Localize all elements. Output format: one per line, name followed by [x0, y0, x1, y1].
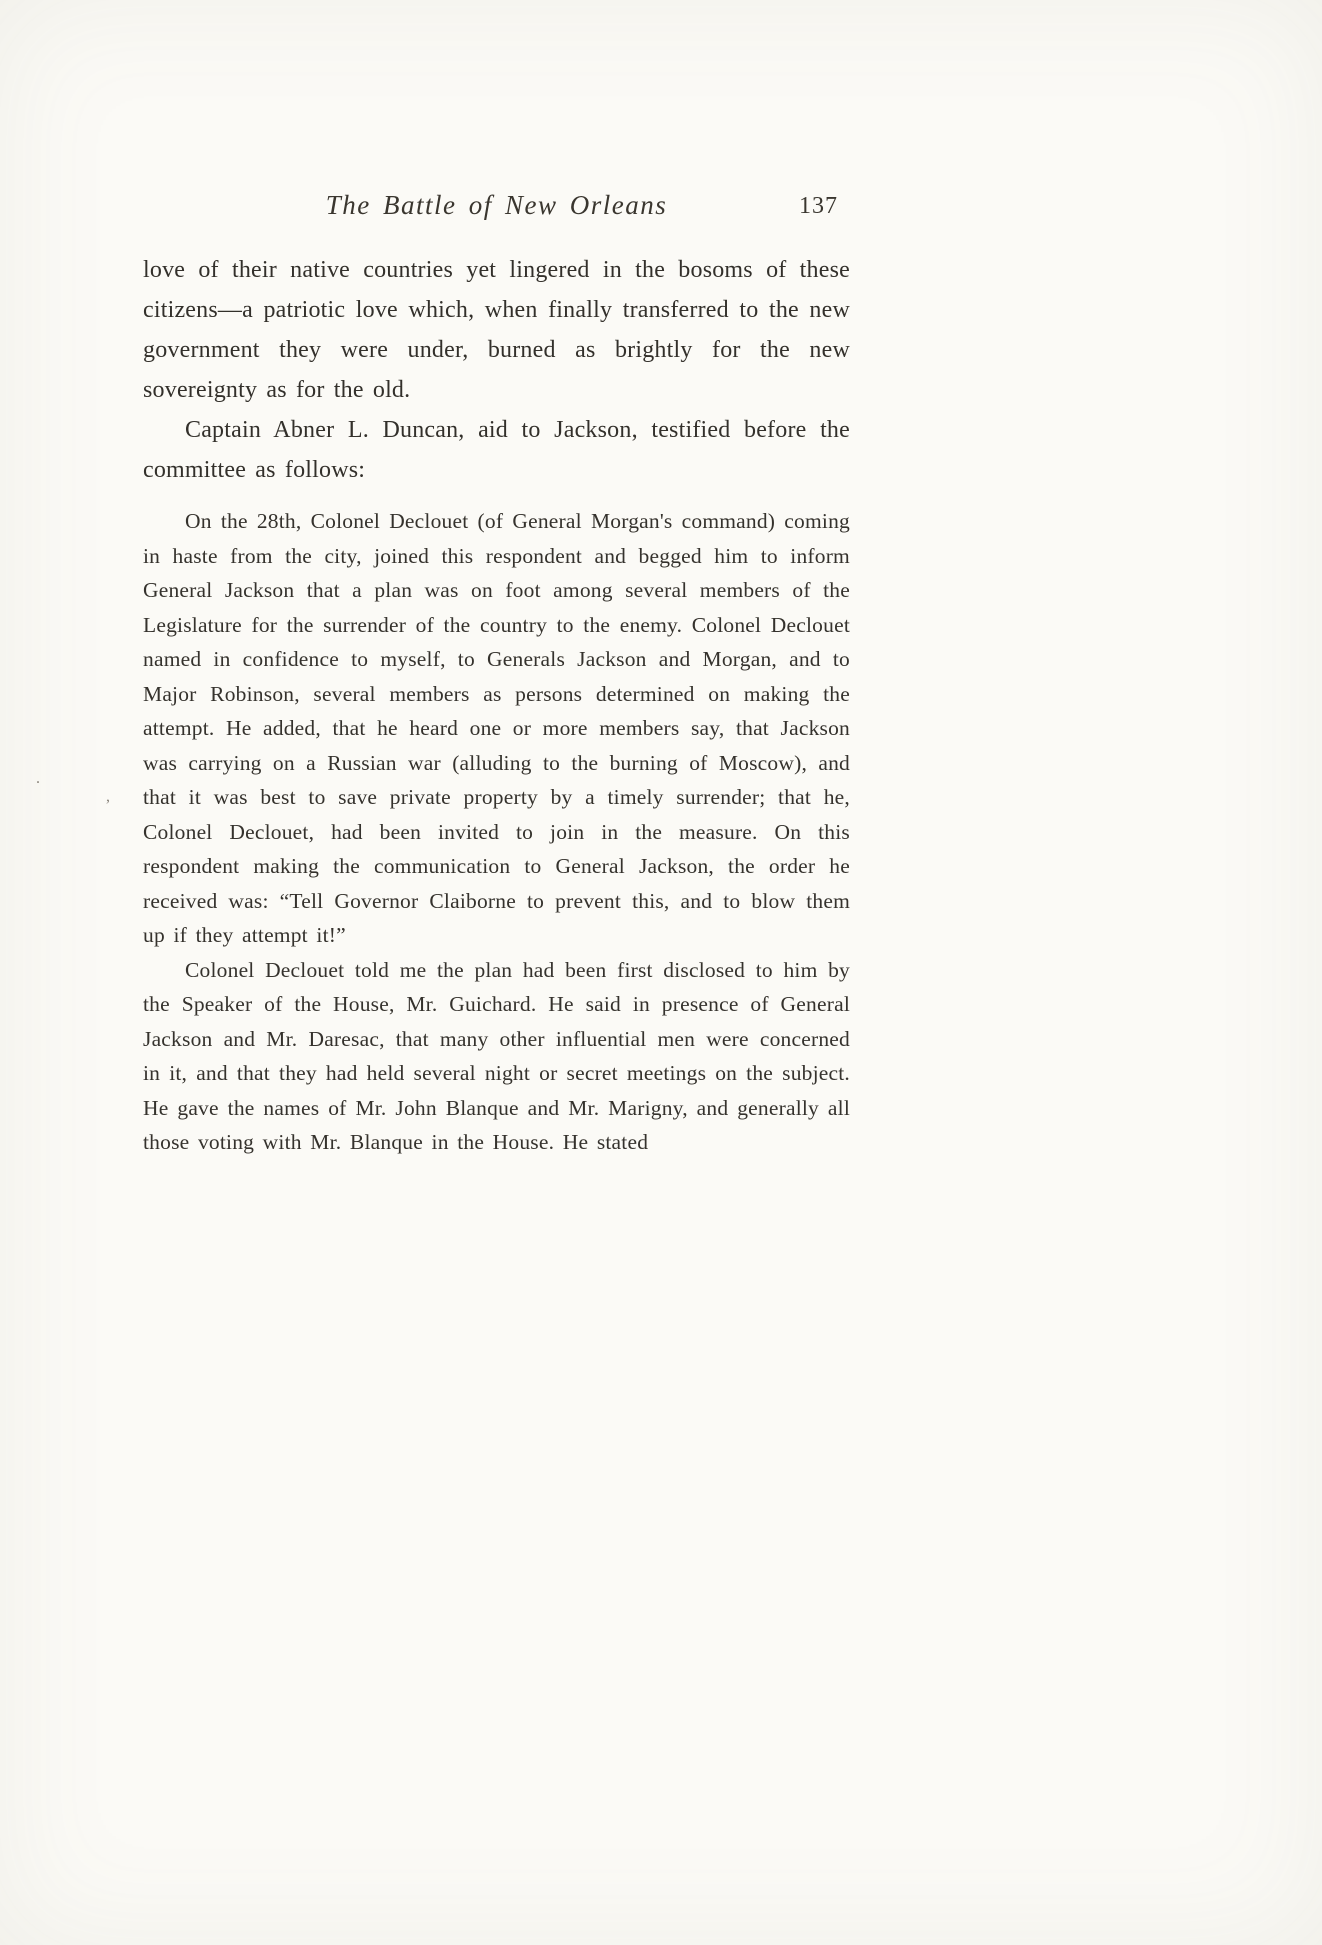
- running-title: The Battle of New Orleans: [325, 190, 668, 220]
- scan-artifact-mark: ,: [106, 788, 110, 805]
- page-body: [143, 250, 850, 1160]
- page-number: 137: [799, 193, 838, 219]
- blockquote-paragraph: Colonel Declouet told me the plan had been first disclosed to him by the Speaker of the House, Mr. Guichard. He said in presence of General Jackson and Mr. Daresac, that many other influential men were concerned in it, and that they had held several night or secret meetings on the subject. He gave the names of Mr. John Blanque and Mr. Marigny, and generally all those voting with Mr. Blanque in the House. He stated: [143, 957, 850, 1154]
- blockquote-paragraph: On the 28th, Colonel Declouet (of General Morgan's command) coming in haste from the city, joined this respondent and begged him to inform General Jackson that a plan was on foot among several members of the Legislature for the surrender of the country to the enemy. Colonel Declouet named in confidence to myself, to Generals Jackson and Morgan, and to Major Robinson, several members as persons determined on making the attempt. He added, that he heard one or more members say, that Jackson was carrying on a Russian war (alluding to the burning of Moscow), and that it was best to save private property by a timely surrender; that he, Colonel Declouet, had been invited to join in the measure. On this respondent making the communication to General Jackson, the order he received was: “Tell Governor Claiborne to prevent this, and to blow them up if they attempt it!”: [143, 509, 850, 947]
- paragraph-continuation: love of their native countries yet lingered in the bosoms of these citizens—a patriotic love which, when finally transferred to the new government they were under, burned as brightly for the new sovereignty as for the old.: [143, 257, 850, 403]
- paragraph: Captain Abner L. Duncan, aid to Jackson, testified before the committee as follows:: [143, 417, 850, 483]
- scan-artifact-mark: .: [36, 770, 40, 787]
- page-header: [143, 190, 850, 230]
